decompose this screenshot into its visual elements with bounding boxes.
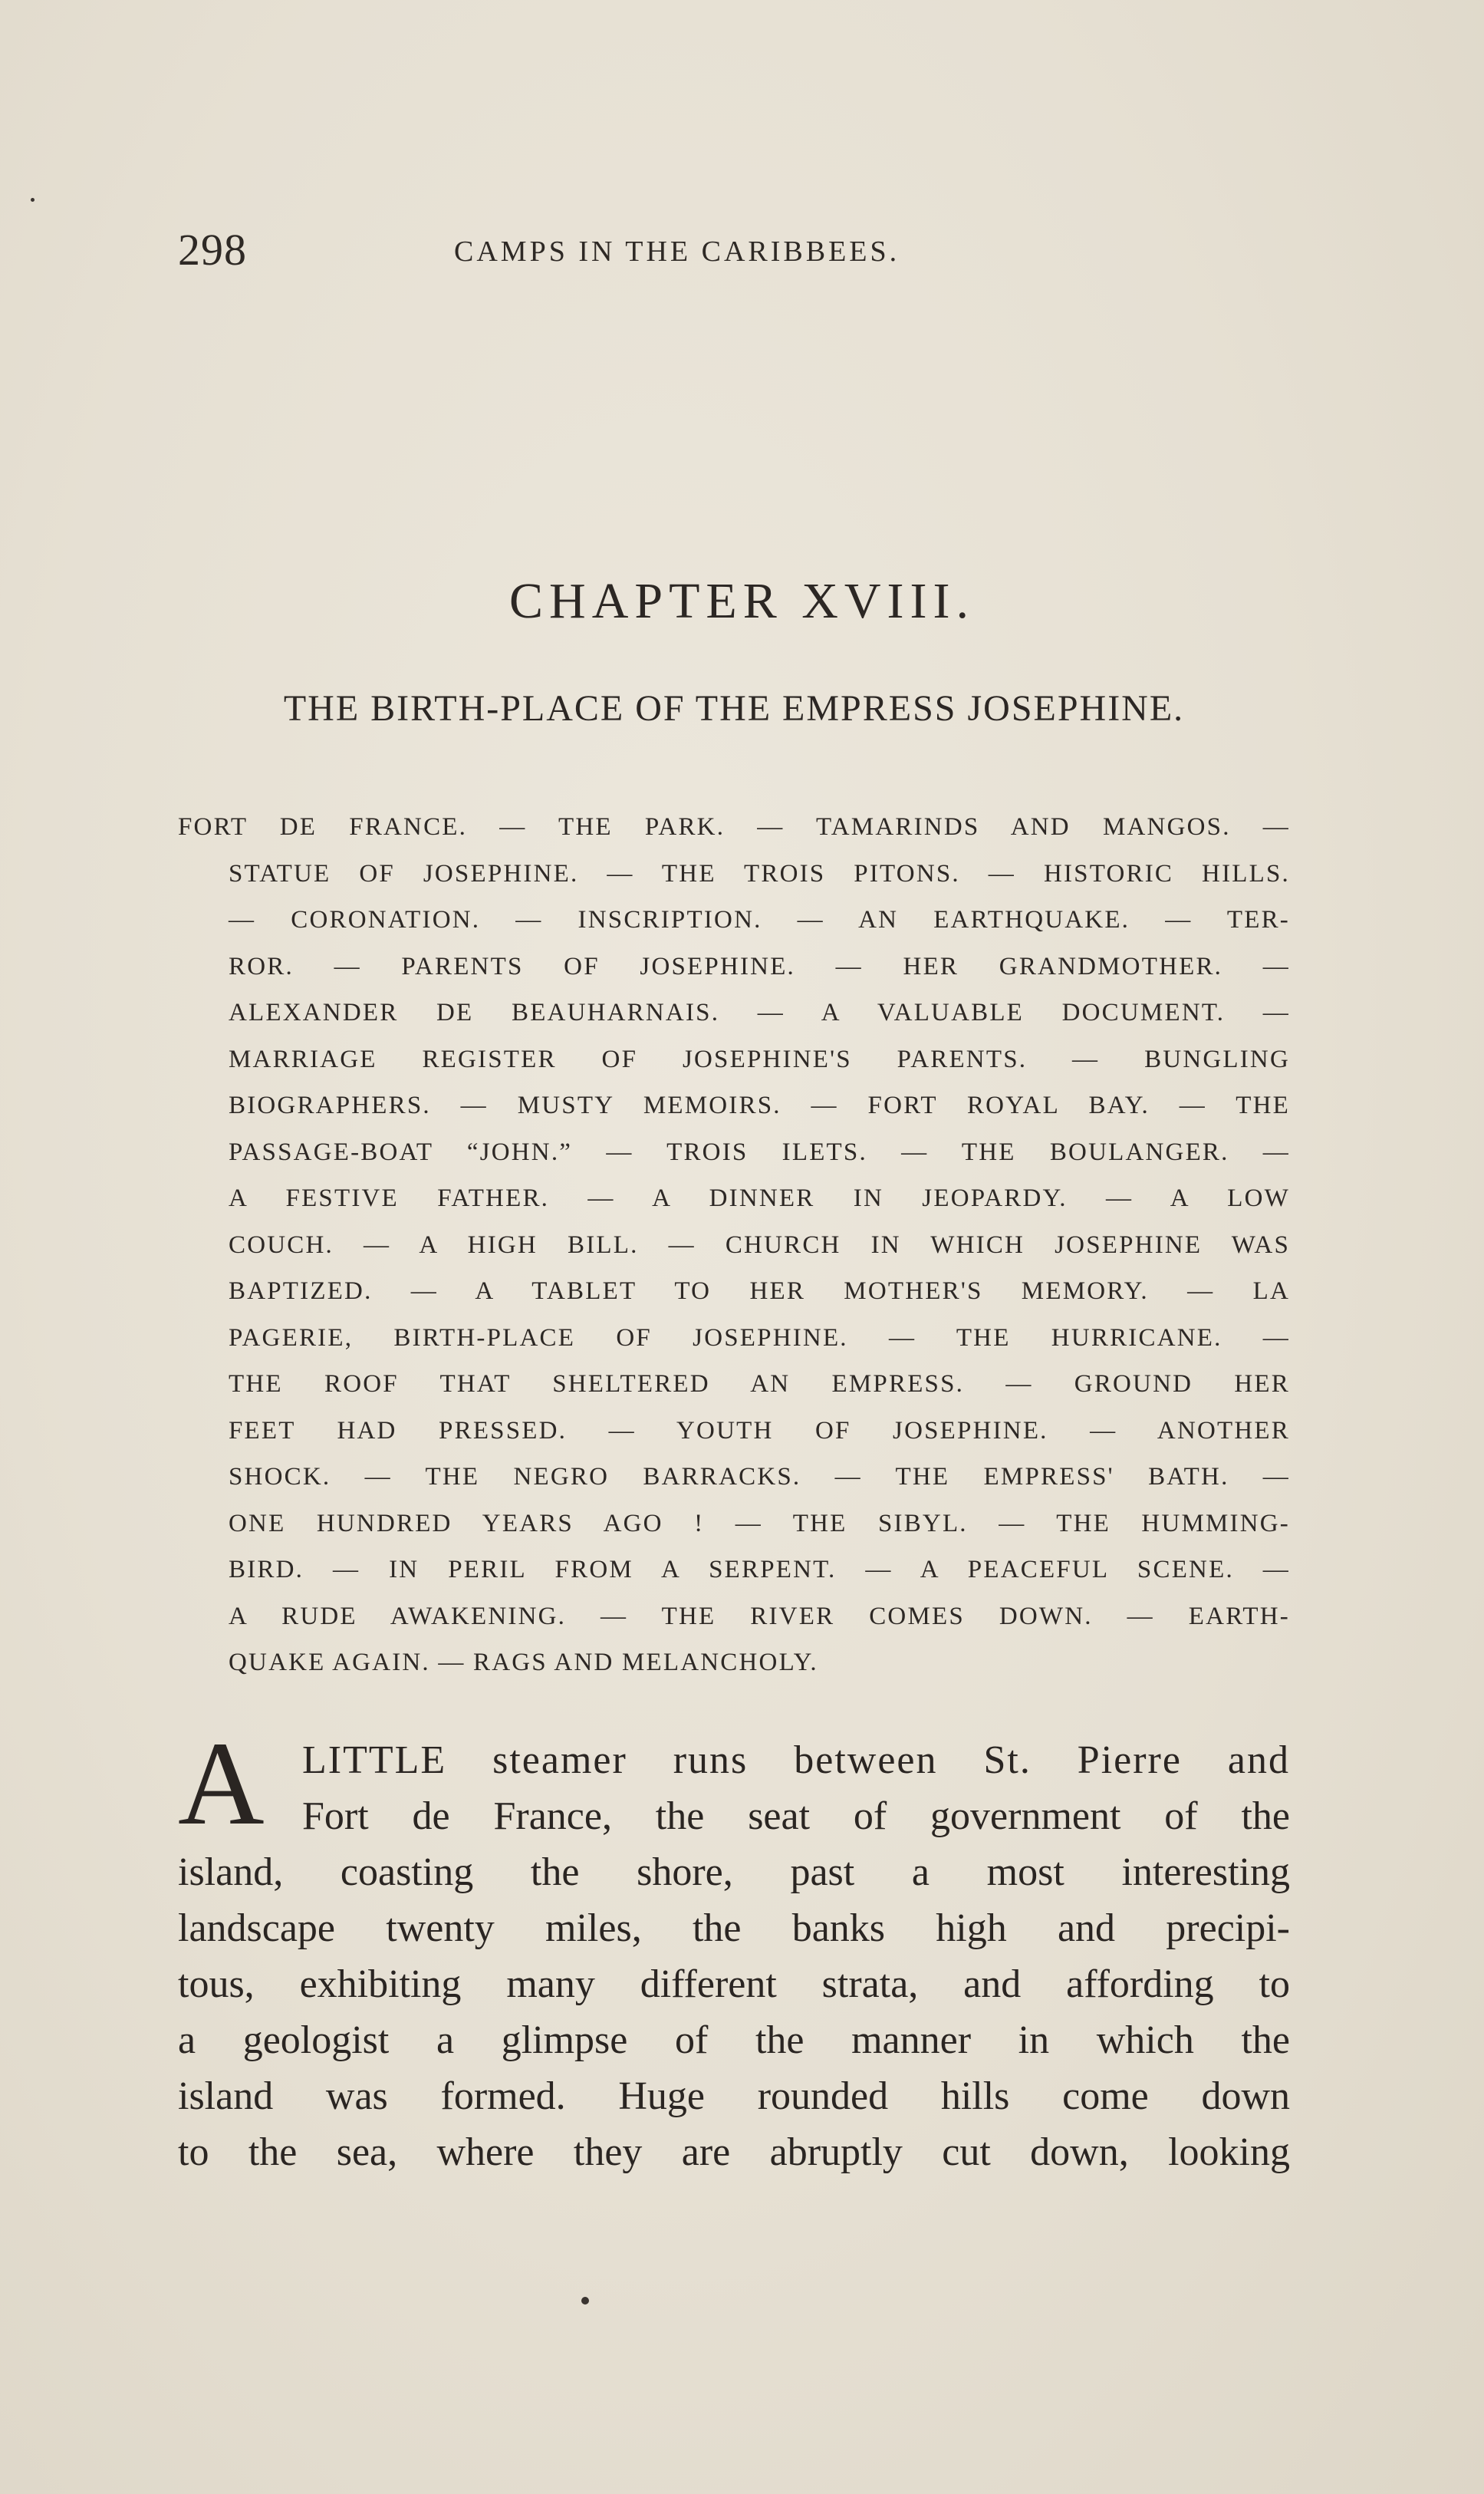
summary-line: BIRD. — IN PERIL FROM A SERPENT. — A PEACEFUL SCENE. — [229,1556,1290,1583]
body-line: landscape twenty miles, the banks high and precipi- [178,1906,1290,1950]
chapter-summary [178,804,1290,1686]
summary-line: COUCH. — A HIGH BILL. — CHURCH IN WHICH JOSEPHINE WAS [229,1231,1290,1259]
summary-line: STATUE OF JOSEPHINE. — THE TROIS PITONS. — HISTORIC HILLS. [229,859,1290,888]
body-line: LITTLE steamer runs between St. Pierre and [302,1738,1290,1782]
running-head [178,224,1290,278]
body-line: to the sea, where they are abruptly cut down, looking [178,2130,1290,2174]
summary-line: QUAKE AGAIN. — RAGS AND MELANCHOLY. [229,1649,818,1676]
chapter-title: CHAPTER XVIII. [509,573,975,629]
summary-line: BIOGRAPHERS. — MUSTY MEMOIRS. — FORT ROYAL BAY. — THE [229,1092,1290,1119]
summary-line: ALEXANDER DE BEAUHARNAIS. — A VALUABLE DOCUMENT. — [229,999,1290,1026]
summary-line: BAPTIZED. — A TABLET TO HER MOTHER'S MEMORY. — LA [229,1277,1290,1305]
body-paragraph [178,1732,1290,2180]
running-title: CAMPS IN THE CARIBBEES. [454,236,900,268]
chapter-subtitle: THE BIRTH-PLACE OF THE EMPRESS JOSEPHINE. [283,688,1185,729]
summary-line: A RUDE AWAKENING. — THE RIVER COMES DOWN. — EARTH- [229,1602,1290,1630]
summary-line: SHOCK. — THE NEGRO BARRACKS. — THE EMPRESS' BATH. — [229,1463,1290,1491]
body-line: island was formed. Huge rounded hills come down [178,2074,1290,2118]
summary-line: ROR. — PARENTS OF JOSEPHINE. — HER GRANDMOTHER. — [229,952,1290,980]
body-line: tous, exhibiting many different strata, and affording to [178,1962,1290,2006]
summary-line: PAGERIE, BIRTH-PLACE OF JOSEPHINE. — THE HURRICANE. — [229,1323,1290,1352]
summary-line: PASSAGE-BOAT “JOHN.” — TROIS ILETS. — THE BOULANGER. — [229,1138,1290,1166]
drop-cap: A [178,1717,265,1850]
body-line: a geologist a glimpse of the manner in which the [178,2018,1290,2062]
summary-line: A FESTIVE FATHER. — A DINNER IN JEOPARDY. — A LOW [229,1184,1290,1212]
summary-line: FORT DE FRANCE. — THE PARK. — TAMARINDS AND MANGOS. — [178,813,1290,841]
summary-line: — CORONATION. — INSCRIPTION. — AN EARTHQUAKE. — TER- [229,906,1290,934]
summary-line: THE ROOF THAT SHELTERED AN EMPRESS. — GROUND HER [229,1370,1290,1398]
body-line: Fort de France, the seat of government of the [302,1794,1290,1838]
summary-line: FEET HAD PRESSED. — YOUTH OF JOSEPHINE. — ANOTHER [229,1416,1290,1445]
ink-speck [31,198,35,202]
summary-line: ONE HUNDRED YEARS AGO ! — THE SIBYL. — THE HUMMING- [229,1509,1290,1537]
body-line: island, coasting the shore, past a most interesting [178,1850,1290,1894]
summary-line: MARRIAGE REGISTER OF JOSEPHINE'S PARENTS. — BUNGLING [229,1045,1290,1073]
page-number: 298 [178,225,247,275]
ink-speck [581,2297,589,2305]
